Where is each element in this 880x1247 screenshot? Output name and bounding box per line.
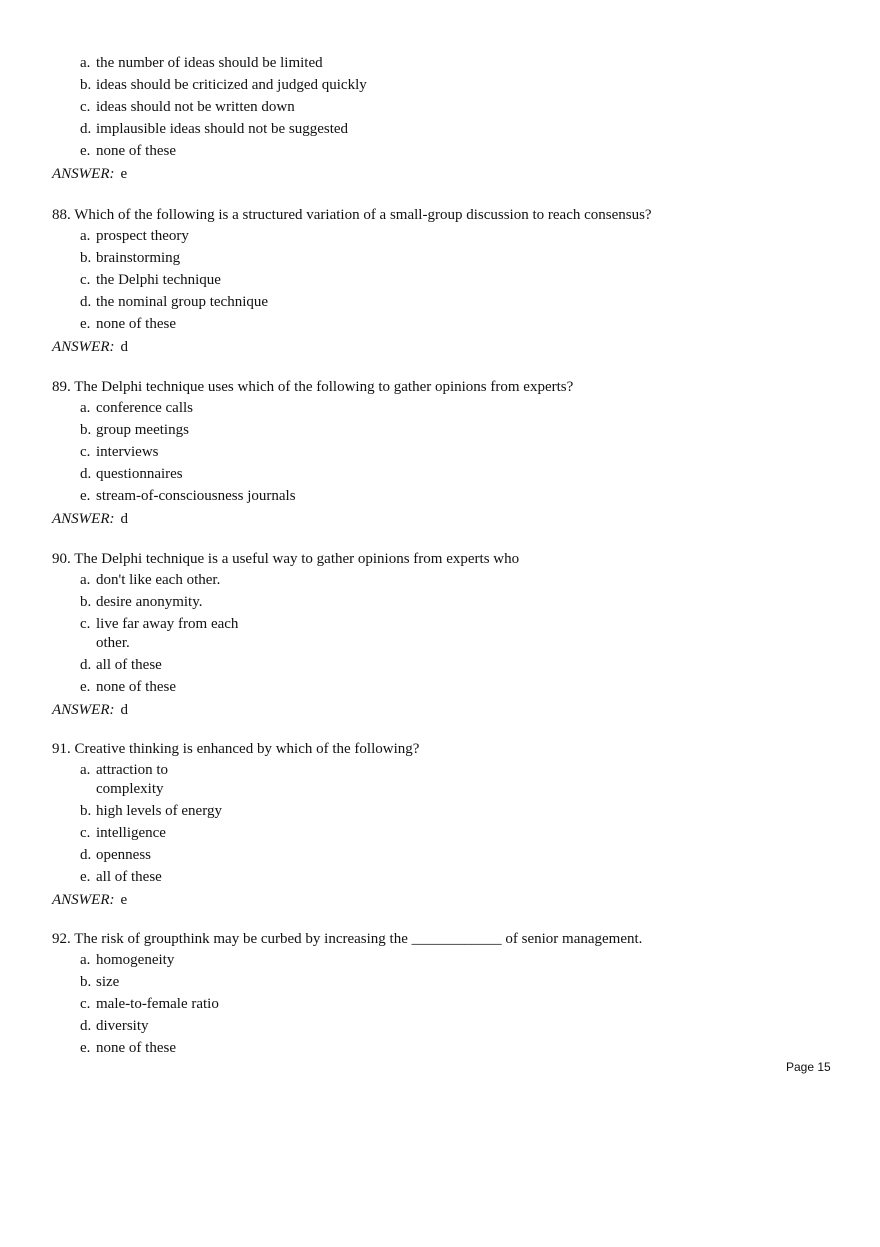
- option-c: c. interviews: [80, 444, 159, 460]
- option-b: b. ideas should be criticized and judged quickly: [80, 77, 367, 93]
- option-b: b. high levels of energy: [80, 803, 222, 819]
- question-90: [52, 549, 832, 720]
- option-a: a. attraction to complexity: [80, 762, 169, 797]
- option-d: d. the nominal group technique: [80, 294, 269, 310]
- answer-line: ANSWER: d: [52, 511, 128, 527]
- question-88: [52, 205, 832, 357]
- answer-line: ANSWER: d: [52, 339, 128, 355]
- option-a: a. prospect theory: [80, 228, 189, 244]
- option-d: d. diversity: [80, 1018, 149, 1034]
- question-91: [52, 739, 832, 910]
- option-c: c. live far away from each other.: [80, 616, 239, 651]
- question-92: [52, 929, 832, 1061]
- option-e: e. none of these: [80, 316, 176, 332]
- option-d: d. questionnaires: [80, 466, 183, 482]
- question-text: 91. Creative thinking is enhanced by which of the following?: [52, 741, 420, 757]
- option-d: d. openness: [80, 847, 151, 863]
- option-c: c. intelligence: [80, 825, 166, 841]
- option-b: b. group meetings: [80, 422, 189, 438]
- question-text: 92. The risk of groupthink may be curbed by increasing the ____________ of senior management.: [52, 931, 643, 947]
- option-c: c. the Delphi technique: [80, 272, 221, 288]
- question-87: [52, 54, 832, 184]
- answer-line: ANSWER: e: [52, 166, 128, 182]
- page-number: Page 15: [786, 1060, 831, 1074]
- option-b: b. size: [80, 974, 120, 990]
- option-a: a. homogeneity: [80, 952, 175, 968]
- option-d: d. all of these: [80, 657, 162, 673]
- answer-line: ANSWER: e: [52, 892, 128, 908]
- option-e: e. stream-of-consciousness journals: [80, 488, 296, 504]
- question-text: 88. Which of the following is a structured variation of a small-group discussion to reach consensus?: [52, 207, 652, 223]
- option-e: e. all of these: [80, 869, 162, 885]
- option-e: e. none of these: [80, 1040, 176, 1056]
- question-89: [52, 377, 832, 529]
- option-d: d. implausible ideas should not be suggested: [80, 121, 349, 137]
- option-b: b. brainstorming: [80, 250, 181, 266]
- option-b: b. desire anonymity.: [80, 594, 203, 610]
- option-a: a. don't like each other.: [80, 572, 221, 588]
- option-e: e. none of these: [80, 679, 176, 695]
- option-e: e. none of these: [80, 143, 176, 159]
- answer-line: ANSWER: d: [52, 702, 128, 718]
- option-a: a. the number of ideas should be limited: [80, 55, 323, 71]
- option-a: a. conference calls: [80, 400, 194, 416]
- question-text: 90. The Delphi technique is a useful way to gather opinions from experts who: [52, 551, 520, 567]
- option-c: c. male-to-female ratio: [80, 996, 219, 1012]
- question-text: 89. The Delphi technique uses which of the following to gather opinions from experts?: [52, 379, 574, 395]
- option-c: c. ideas should not be written down: [80, 99, 295, 115]
